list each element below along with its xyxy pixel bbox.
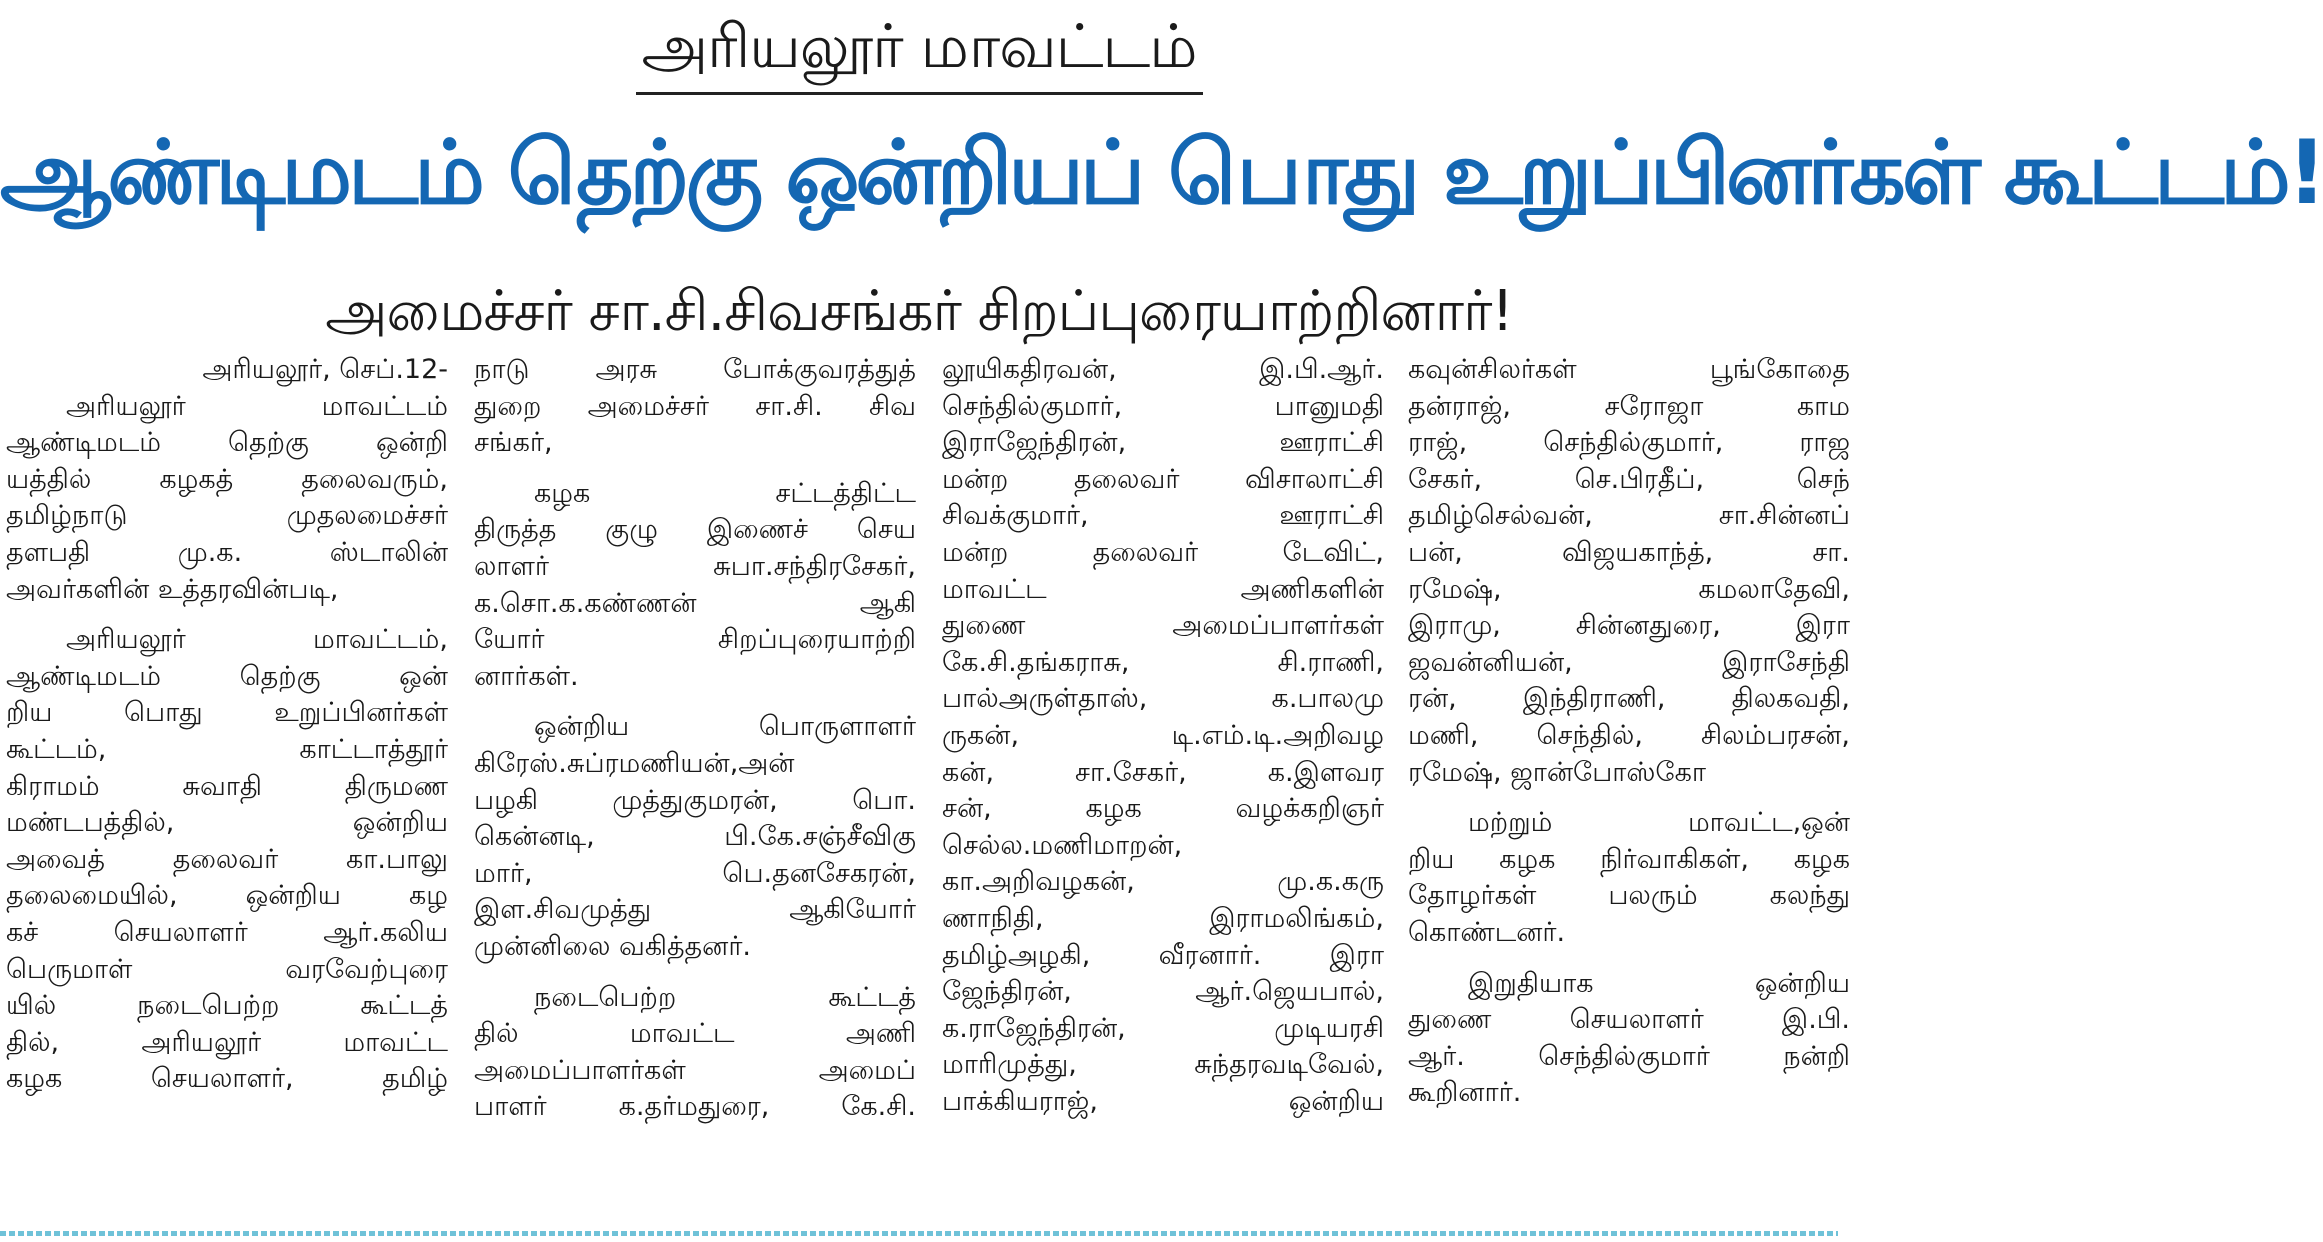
bottom-border-rule (0, 1231, 1838, 1236)
paragraph-gap (474, 462, 916, 476)
article-line: தோழர்கள் பலரும் கலந்து (1408, 880, 1850, 912)
article-line: சேகர், செ.பிரதீப், செந் (1408, 463, 1850, 495)
dateline: அரியலூர், செப்.12- (202, 354, 448, 385)
article-line: றிய கழக நிர்வாகிகள், கழக (1408, 843, 1850, 875)
article-line: சங்கர், (474, 427, 553, 459)
article-line: தமிழ்செல்வன், சா.சின்னப் (1408, 500, 1850, 532)
article-line: அவைத் தலைவர் கா.பாலு (6, 843, 448, 875)
article-line: தமிழ்அழகி, வீரனார். இரா (942, 939, 1384, 971)
article-line: கன், சா.சேகர், க.இளவர (942, 756, 1384, 788)
article-line: கென்னடி, பி.கே.சஞ்சீவிகு (474, 821, 916, 853)
article-line: கொண்டனர். (1408, 916, 1566, 948)
article-line: கூட்டம், காட்டாத்தூர் (6, 733, 448, 765)
article-column-2 (474, 352, 916, 1232)
paragraph-gap (474, 695, 916, 709)
article-line: தில், அரியலூர் மாவட்ட (6, 1026, 448, 1058)
article-column-4 (1408, 352, 1850, 1232)
article-line: அரியலூர் மாவட்டம், (66, 624, 448, 656)
article-line: கழக செயலாளர், தமிழ் (6, 1063, 448, 1095)
paragraph-gap (474, 966, 916, 980)
article-line: கவுன்சிலர்கள் பூங்கோதை (1408, 354, 1850, 385)
article-line: துணை அமைப்பாளர்கள் (942, 610, 1384, 642)
article-line: துறை அமைச்சர் சா.சி. சிவ (474, 390, 916, 422)
article-line: கச் செயலாளர் ஆர்.கலிய (6, 916, 448, 948)
article-line: சிவக்குமார், ஊராட்சி (942, 500, 1384, 532)
article-line: பால்அருள்தாஸ், க.பாலமு (942, 683, 1384, 715)
article-line: யத்தில் கழகத் தலைவரும், (6, 463, 448, 495)
article-line: யில் நடைபெற்ற கூட்டத் (6, 990, 448, 1022)
article-line: ருகன், டி.எம்.டி.அறிவழ (942, 719, 1384, 751)
article-line: ஆர். செந்தில்குமார் நன்றி (1408, 1040, 1850, 1072)
article-line: திருத்த குழு இணைச் செய (474, 514, 916, 546)
subheadline: அமைச்சர் சா.சி.சிவசங்கர் சிறப்புரையாற்றினார்! (325, 279, 1513, 344)
article-line: பெருமாள் வரவேற்புரை (6, 953, 448, 985)
article-line: இராமு, சின்னதுரை, இரா (1408, 610, 1850, 642)
article-line: இறுதியாக ஒன்றிய (1468, 967, 1850, 999)
article-line: ஜவன்னியன், இராசேந்தி (1408, 646, 1850, 678)
headline: ஆண்டிமடம் தெற்கு ஒன்றியப் பொது உறுப்பினர்கள் கூட்டம்! (0, 121, 2323, 224)
article-body (6, 352, 1850, 1232)
article-line: அமைப்பாளர்கள் அமைப் (474, 1054, 916, 1086)
article-column-1 (6, 352, 448, 1232)
article-line: பன், விஜயகாந்த், சா. (1408, 536, 1850, 568)
article-line: செல்ல.மணிமாறன், (942, 829, 1183, 861)
paragraph-gap (1408, 791, 1850, 805)
article-column-3 (942, 352, 1384, 1232)
article-line: அவர்களின் உத்தரவின்படி, (6, 573, 339, 605)
article-line: ஆண்டிமடம் தெற்கு ஒன் (6, 660, 448, 692)
article-line: நடைபெற்ற கூட்டத் (534, 981, 916, 1013)
article-line: கூறினார். (1408, 1077, 1522, 1109)
article-line: ஜேந்திரன், ஆர்.ஜெயபால், (942, 976, 1384, 1008)
article-line: மாவட்ட அணிகளின் (942, 573, 1384, 605)
article-line: றிய பொது உறுப்பினர்கள் (6, 697, 448, 729)
article-line: மன்ற தலைவர் விசாலாட்சி (942, 463, 1384, 495)
article-line: மற்றும் மாவட்ட,ஒன் (1468, 807, 1850, 839)
article-line: மண்டபத்தில், ஒன்றிய (6, 807, 448, 839)
article-line: தன்ராஜ், சரோஜா காம (1408, 390, 1850, 422)
article-line: க.சொ.க.கண்ணன் ஆகி (474, 587, 916, 619)
article-line: கே.சி.தங்கராசு, சி.ராணி, (942, 646, 1384, 678)
article-line: பழகி முத்துகுமரன், பொ. (474, 784, 916, 816)
article-line: அரியலூர் மாவட்டம் (66, 390, 448, 422)
article-line: நாடு அரசு போக்குவரத்துத் (474, 354, 916, 385)
article-line: பாக்கியராஜ், ஒன்றிய (942, 1085, 1384, 1117)
article-line: தில் மாவட்ட அணி (474, 1018, 916, 1050)
article-line: ரமேஷ், ஜான்போஸ்கோ (1408, 756, 1706, 788)
article-line: துணை செயலாளர் இ.பி. (1408, 1004, 1850, 1036)
article-line: தமிழ்நாடு முதலமைச்சர் (6, 500, 448, 532)
article-line: கா.அறிவழகன், மு.க.கரு (942, 866, 1384, 898)
article-line: இள.சிவமுத்து ஆகியோர் (474, 894, 916, 926)
article-line: தலைமையில், ஒன்றிய கழ (6, 880, 448, 912)
article-line: ஒன்றிய பொருளாளர் (534, 711, 916, 743)
article-line: தளபதி மு.க. ஸ்டாலின் (6, 536, 448, 568)
article-line: ரமேஷ், கமலாதேவி, (1408, 573, 1850, 605)
article-line: ராஜ், செந்தில்குமார், ராஜ (1408, 427, 1850, 459)
article-line: யோர் சிறப்புரையாற்றி (474, 624, 916, 656)
article-line: லாளர் சுபா.சந்திரசேகர், (474, 550, 916, 582)
article-line: ஆண்டிமடம் தெற்கு ஒன்றி (6, 427, 448, 459)
article-line: னார்கள். (474, 660, 579, 692)
article-line: ணாநிதி, இராமலிங்கம், (942, 902, 1384, 934)
article-line: க.ராஜேந்திரன், முடியரசி (942, 1012, 1384, 1044)
article-line: மன்ற தலைவர் டேவிட், (942, 536, 1384, 568)
district-label: அரியலூர் மாவட்டம் (636, 8, 1203, 95)
article-line: மாரிமுத்து, சுந்தரவடிவேல், (942, 1049, 1384, 1081)
article-line: மணி, செந்தில், சிலம்பரசன், (1408, 719, 1850, 751)
article-line: கழக சட்டத்திட்ட (534, 477, 916, 509)
article-line: செந்தில்குமார், பானுமதி (942, 390, 1384, 422)
article-line: பாளர் க.தர்மதுரை, கே.சி. (474, 1091, 916, 1123)
article-line: இராஜேந்திரன், ஊராட்சி (942, 427, 1384, 459)
paragraph-gap (1408, 952, 1850, 966)
article-line: முன்னிலை வகித்தனர். (474, 930, 752, 962)
district-kicker (0, 8, 1838, 95)
article-line: ரன், இந்திராணி, திலகவதி, (1408, 683, 1850, 715)
article-line: லூயிகதிரவன், இ.பி.ஆர். (942, 354, 1384, 385)
article-line: கிராமம் சுவாதி திருமண (6, 770, 448, 802)
paragraph-gap (6, 608, 448, 622)
article-line: கிரேஸ்.சுப்ரமணியன்,அன் (474, 747, 795, 779)
article-line: சன், கழக வழக்கறிஞர் (942, 793, 1384, 825)
article-line: மார், பெ.தனசேகரன், (474, 857, 916, 889)
